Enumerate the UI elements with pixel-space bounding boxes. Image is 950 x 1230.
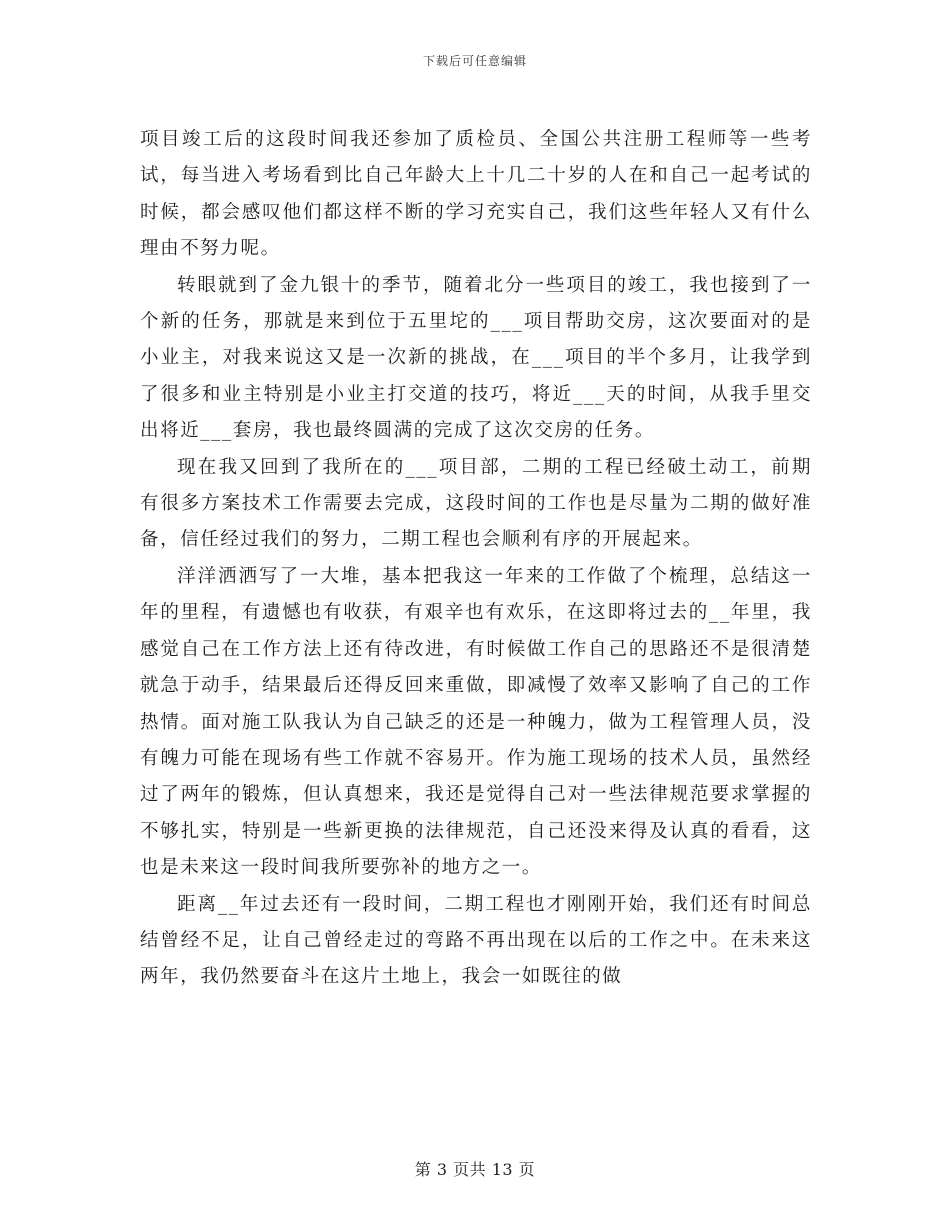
- paragraph-summary: 洋洋洒洒写了一大堆，基本把我这一年来的工作做了个梳理，总结这一年的里程，有遗憾也有收获，有艰辛也有欢乐，在这即将过去的__年里，我感觉自己在工作方法上还有待改进，有时候做工作自己的思路还不是很清楚就急于动手，结果最后还得反回来重做，即减慢了效率又影响了自己的工作热情。面对施工队我认为自己缺乏的还是一种魄力，做为工程管理人员，没有魄力可能在现场有些工作就不容易开。作为施工现场的技术人员，虽然经过了两年的锻炼，但认真想来，我还是觉得自己对一些法律规范要求掌握的不够扎实，特别是一些新更换的法律规范，自己还没来得及认真的看看，这也是未来这一段时间我所要弥补的地方之一。: [140, 565, 812, 879]
- paragraph-phase-two: 现在我又回到了我所在的___项目部，二期的工程已经破土动工，前期有很多方案技术工作需要去完成，这段时间的工作也是尽量为二期的做好准备，信任经过我们的努力，二期工程也会顺利有序的开展起来。: [140, 456, 812, 551]
- paragraph-outlook: 距离__年过去还有一段时间，二期工程也才刚刚开始，我们还有时间总结曾经不足，让自己曾经走过的弯路不再出现在以后的工作之中。在未来这两年，我仍然要奋斗在这片土地上，我会一如既往的做: [140, 893, 812, 988]
- page-number: 第 3 页共 13 页: [414, 1160, 536, 1179]
- paragraph-handover: 转眼就到了金九银十的季节，随着北分一些项目的竣工，我也接到了一个新的任务，那就是来到位于五里坨的___项目帮助交房，这次要面对的是小业主，对我来说这又是一次新的挑战，在___项目的半个多月，让我学到了很多和业主特别是小业主打交道的技巧，将近___天的时间，从我手里交出将近___套房，我也最终圆满的完成了这次交房的任务。: [140, 274, 812, 442]
- page-header: 下载后可任意编辑: [422, 54, 527, 68]
- paragraph-continuation: 项目竣工后的这段时间我还参加了质检员、全国公共注册工程师等一些考试，每当进入考场看到比自己年龄大上十几二十岁的人在和自己一起考试的时候，都会感叹他们都这样不断的学习充实自己，我们这些年轻人又有什么理由不努力呢。: [140, 129, 812, 260]
- document-body: [140, 122, 812, 996]
